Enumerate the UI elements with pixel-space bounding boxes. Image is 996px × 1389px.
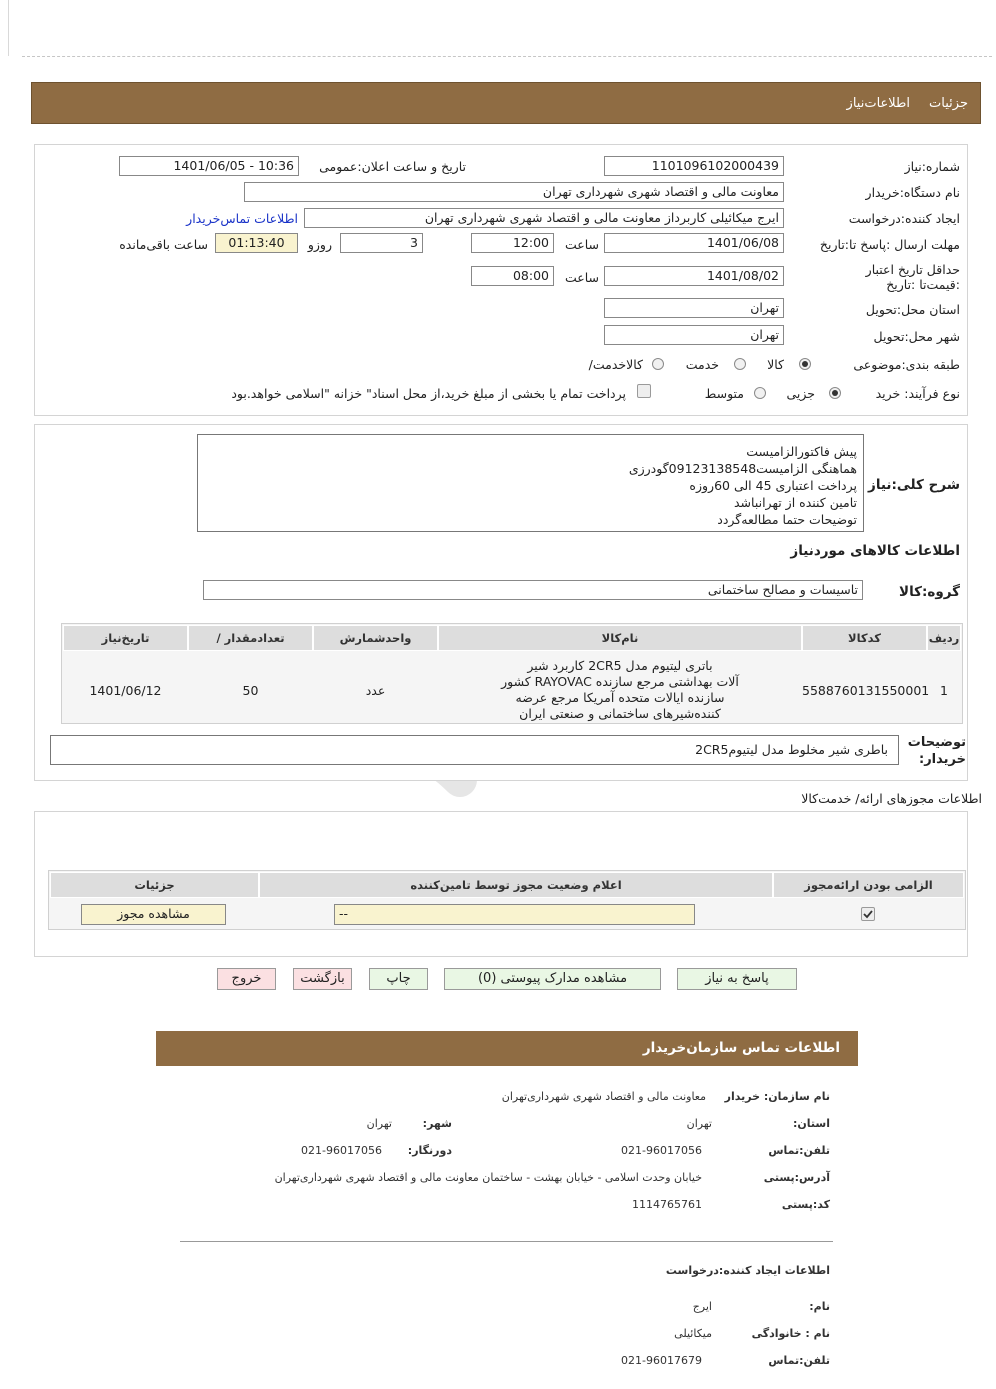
contact-postal-value: 1114765761 [632,1198,702,1211]
deadline-time-field: 12:00 [471,233,554,253]
description-line: پرداخت اعتباری 45 الی 60روزه [689,478,857,493]
province-label: استان محل:تحویل [865,302,960,317]
requester-name-value: ایرج [692,1300,712,1313]
left-divider [8,0,9,56]
contact-province-value: تهران [686,1117,712,1130]
category-service-radio[interactable] [734,358,746,370]
license-required-checkbox [861,907,875,921]
category-both-radio[interactable] [652,358,664,370]
category-both-label: /کالاخدمت [588,357,643,372]
requester-field: ایرج میکائیلی کاربرداز معاونت مالی و اقتصاد شهری شهرداری تهران [304,208,784,228]
goods-section-title: اطلاعات کالاهای موردنیاز [790,543,960,559]
category-label: طبقه بندی:موضوعی [853,357,960,372]
treasury-payment-checkbox[interactable] [637,384,651,398]
col-row-header: ردیف [927,625,961,651]
contact-address-value: خیابان وحدت اسلامی - خیابان بهشت - ساختمان معاونت مالی و اقتصاد شهری شهرداری‌تهران [274,1171,702,1184]
days-label: روزو [307,237,332,252]
process-partial-label: جزیی [786,386,815,401]
requester-section-title: اطلاعات ایجاد کننده:درخواست [665,1264,830,1277]
buyer-contact-link[interactable]: اطلاعات تماس‌خریدار [186,211,298,226]
tab-need-info[interactable]: اطلاعات‌نیاز [846,96,910,111]
remaining-time-field: 01:13:40 [215,233,298,253]
goods-group-field: تاسیسات و مصالح ساختمانی [203,580,863,600]
col-date-header: تاریخ‌نیاز [63,625,188,651]
need-number-label: شماره:نیاز [904,159,960,174]
goods-row-index: 1 [940,683,948,698]
process-medium-radio[interactable] [754,387,766,399]
city-label: شهر محل:تحویل [873,329,960,344]
validity-time-field: 08:00 [471,266,554,286]
remaining-time-label: ساعت باقی‌مانده [119,237,208,252]
contact-phone-value: 021-96017056 [621,1144,702,1157]
license-status-field[interactable]: -- [334,904,695,925]
validity-hour-label: ساعت [564,270,599,285]
contact-address-label: آدرس:پستی [763,1171,830,1184]
requester-family-value: میکائیلی [674,1327,712,1340]
view-license-button[interactable]: مشاهده مجوز [81,904,226,925]
city-field: تهران [604,325,784,345]
col-required-header: الزامی بودن ارائه‌مجوز [773,872,964,898]
description-line: توضیحات حتما مطالعه‌گردد [717,512,857,527]
process-type-label: نوع فرآیند: خرید [875,386,960,401]
tab-details[interactable]: جزئیات [929,96,968,111]
col-name-header: نام‌کالا [438,625,802,651]
process-partial-radio[interactable] [829,387,841,399]
process-medium-label: متوسط [704,386,744,401]
contact-postal-label: کد:پستی [781,1198,830,1211]
contact-divider [180,1241,833,1242]
description-line: تامین کننده از تهرانباشد [733,495,857,510]
back-button[interactable]: بازگشت [293,968,352,990]
col-code-header: کدکالا [802,625,927,651]
goods-name-line: آلات بهداشتی مرجع سازنده RAYOVAC کشور [501,674,739,689]
top-dashed-divider [22,56,992,57]
contact-city-label: :شهر [422,1117,452,1130]
buyer-notes-label: توضیحات [907,735,966,750]
buyer-notes-label-2: :خریدار [919,752,966,767]
category-service-label: خدمت [685,357,719,372]
goods-row-code: 5588760131550001 [802,683,930,698]
requester-name-label: :نام [809,1300,830,1313]
header-bar [31,82,981,124]
contact-fax-label: :دورنگار [407,1144,452,1157]
goods-name-line: باتری لیتیوم مدل 2CR5 کاربرد شیر [527,658,713,673]
buyer-org-field: معاونت مالی و اقتصاد شهری شهرداری تهران [244,182,784,202]
check-icon [862,908,874,920]
reply-button[interactable]: پاسخ به نیاز [677,968,797,990]
col-qty-header: / تعدادمقدار [188,625,313,651]
deadline-hour-label: ساعت [564,237,599,252]
description-line: پیش فاکتورالزامیست [746,444,857,459]
validity-date-field: 1401/08/02 [604,266,784,286]
contact-city-value: تهران [366,1117,392,1130]
announce-date-label: تاریخ و ساعت اعلان:عمومی [319,159,466,174]
need-number-field: 1101096102000439 [604,156,784,176]
goods-name-line: کننده‌شیرهای ساختمانی و صنعتی ایران [519,706,721,721]
requester-label: ایجاد کننده:درخواست [848,211,960,226]
validity-label: حداقل تاریخ اعتبار :قیمت‌تا :تاریخ [865,262,960,292]
contact-province-label: :استان [792,1117,830,1130]
requester-phone-label: تلفن:تماس [768,1354,830,1367]
goods-row-date: 1401/06/12 [89,683,162,698]
description-box [197,434,864,532]
contact-org-label: نام سازمان: خریدار [724,1090,830,1103]
category-goods-label: کالا [767,357,784,372]
col-status-header: اعلام وضعیت مجوز توسط تامین‌کننده [259,872,773,898]
col-details-header: جزئیات [50,872,259,898]
buyer-notes-box: باطری شیر مخلوط مدل لیتیوم2CR5 [50,735,899,765]
announce-date-field: 1401/06/05 - 10:36 [119,156,299,176]
print-button[interactable]: چاپ [369,968,428,990]
requester-family-label: نام : خانوادگی [751,1327,830,1340]
treasury-payment-note: پرداخت تمام یا بخشی از مبلغ خرید،از محل اسناد" خزانه "اسلامی خواهد.بود [231,386,626,401]
view-attachments-button[interactable]: مشاهده مدارک پیوستی (0) [444,968,661,990]
category-goods-radio[interactable] [799,358,811,370]
province-field: تهران [604,298,784,318]
days-field: 3 [340,233,423,253]
deadline-label: مهلت ارسال :پاسخ تا:تاریخ [819,237,960,252]
requester-phone-value: 021-96017679 [621,1354,702,1367]
exit-button[interactable]: خروج [217,968,276,990]
license-section-title: اطلاعات مجوزهای ارائه/ خدمت‌کالا [801,791,982,806]
contact-org-value: معاونت مالی و اقتصاد شهری شهرداری‌تهران [501,1090,706,1103]
description-line: هماهنگی الزامیست09123138548گودرزی [628,461,857,476]
goods-group-label: گروه:کالا [899,584,960,600]
contact-phone-label: تلفن:تماس [768,1144,830,1157]
deadline-date-field: 1401/06/08 [604,233,784,253]
goods-name-line: سازنده ایالات متحده آمریکا مرجع عرضه [515,690,725,705]
buyer-org-label: نام دستگاه:خریدار [865,185,960,200]
contact-fax-value: 021-96017056 [301,1144,382,1157]
goods-row-unit: عدد [365,683,386,698]
goods-row-qty: 50 [242,683,259,698]
col-unit-header: واحدشمارش [313,625,438,651]
goods-row-name [438,658,802,722]
description-label: شرح کلی:نیاز [868,477,960,493]
contact-title-bar: اطلاعات تماس سازمان‌خریدار [156,1031,858,1066]
